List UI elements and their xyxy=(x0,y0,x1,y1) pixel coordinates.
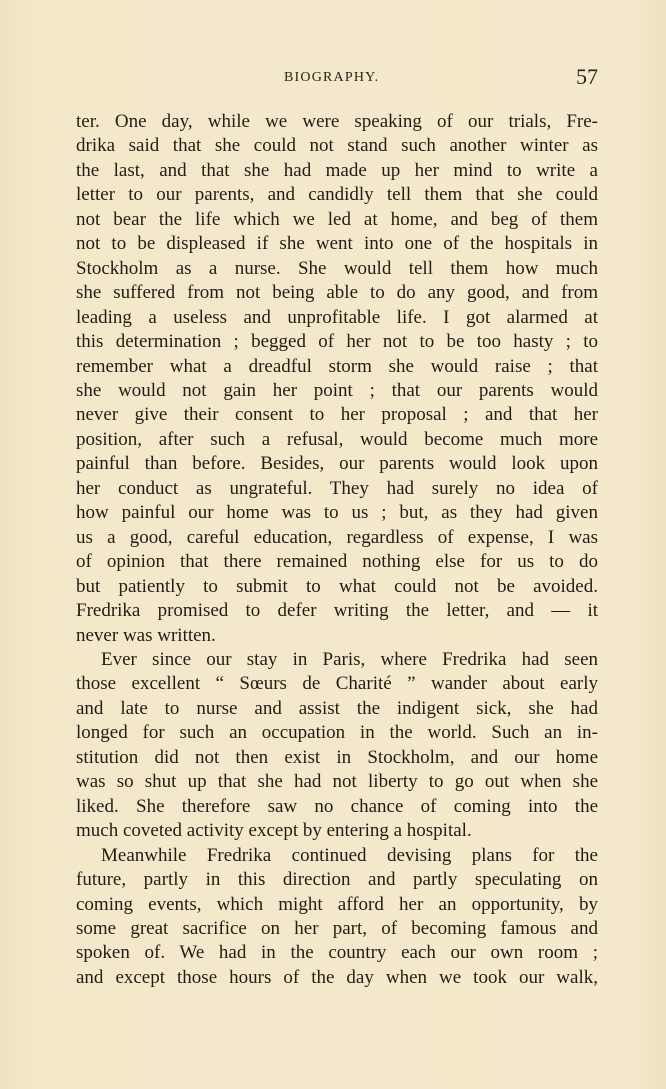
text-line: never was written. xyxy=(76,624,216,646)
text-line: she suffered from not being able to do any good, and from xyxy=(76,282,598,304)
text-line: Stockholm as a nurse. She would tell them how much xyxy=(76,257,598,279)
text-line: the last, and that she had made up her mind to write a xyxy=(76,159,598,181)
text-line: not to be displeased if she went into one of the hospitals in xyxy=(76,233,598,255)
text-line: remember what a dreadful storm she would raise ; that xyxy=(76,355,598,377)
text-line: liked. She therefore saw no chance of coming into the xyxy=(76,795,598,817)
text-line: stitution did not then exist in Stockholm, and our home xyxy=(76,746,598,768)
text-line: coming events, which might afford her an opportunity, by xyxy=(76,893,598,915)
text-line: Ever since our stay in Paris, where Fredrika had seen xyxy=(101,648,598,670)
text-line: and late to nurse and assist the indigent sick, she had xyxy=(76,697,598,719)
text-line: much coveted activity except by entering a hospital. xyxy=(76,820,472,842)
text-line: Meanwhile Fredrika continued devising plans for the xyxy=(101,844,598,866)
text-line: was so shut up that she had not liberty to go out when she xyxy=(76,771,598,793)
text-line: spoken of. We had in the country each our own room ; xyxy=(76,942,598,964)
text-line: some great sacrifice on her part, of becoming famous and xyxy=(76,917,598,939)
text-line: she would not gain her point ; that our parents would xyxy=(76,379,598,401)
paragraph xyxy=(76,110,598,648)
body-text xyxy=(76,110,598,990)
page-number: 57 xyxy=(576,64,598,89)
text-line: drika said that she could not stand such another winter as xyxy=(76,135,598,157)
text-line: her conduct as ungrateful. They had surely no idea of xyxy=(76,477,598,499)
text-line: of opinion that there remained nothing else for us to do xyxy=(76,551,598,573)
running-head: BIOGRAPHY. xyxy=(284,70,380,85)
text-line: never give their consent to her proposal ; and that her xyxy=(76,404,598,426)
text-line: longed for such an occupation in the world. Such an in- xyxy=(76,722,598,744)
text-line: position, after such a refusal, would become much more xyxy=(76,428,598,450)
paragraph xyxy=(76,648,598,844)
text-line: those excellent “ Sœurs de Charité ” wander about early xyxy=(76,673,598,695)
text-line: letter to our parents, and candidly tell them that she could xyxy=(76,184,598,206)
text-line: future, partly in this direction and partly speculating on xyxy=(76,869,598,891)
text-line: this determination ; begged of her not to be too hasty ; to xyxy=(76,331,598,353)
page-header xyxy=(76,66,598,96)
text-line: and except those hours of the day when we took our walk, xyxy=(76,966,598,988)
text-line: us a good, careful education, regardless of expense, I was xyxy=(76,526,598,548)
text-line: Fredrika promised to defer writing the letter, and — it xyxy=(76,600,598,622)
text-line: leading a useless and unprofitable life. I got alarmed at xyxy=(76,306,598,328)
paragraph xyxy=(76,844,598,991)
text-line: how painful our home was to us ; but, as they had given xyxy=(76,502,598,524)
text-line: not bear the life which we led at home, and beg of them xyxy=(76,208,598,230)
text-line: ter. One day, while we were speaking of our trials, Fre- xyxy=(76,111,598,132)
text-line: but patiently to submit to what could not be avoided. xyxy=(76,575,598,597)
text-line: painful than before. Besides, our parents would look upon xyxy=(76,453,598,475)
